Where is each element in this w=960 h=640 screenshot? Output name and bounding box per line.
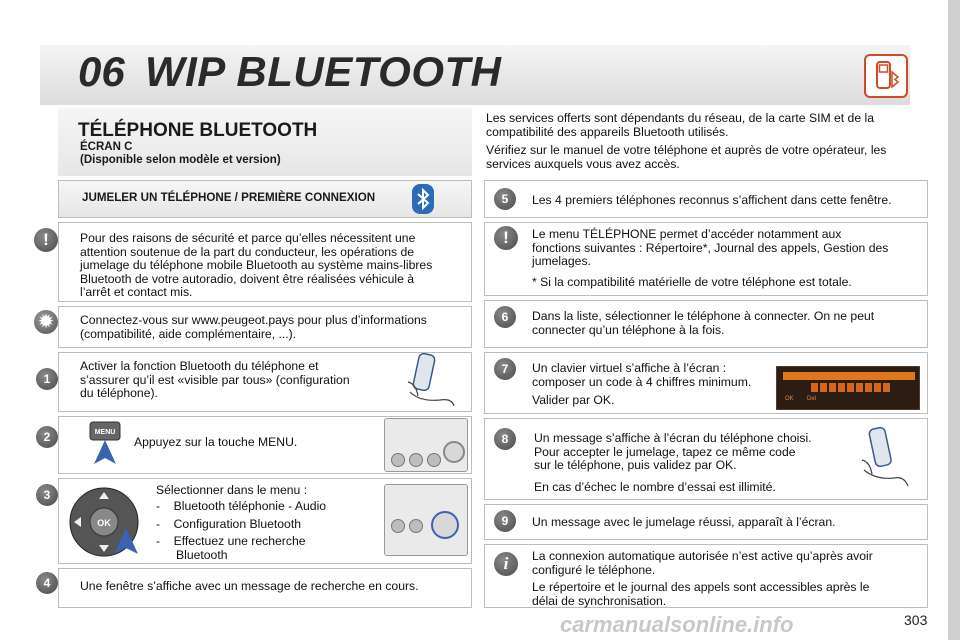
svg-text:MENU: MENU bbox=[94, 429, 116, 436]
menu-item-cont: Bluetooth bbox=[176, 547, 228, 562]
warning-icon: ! bbox=[494, 226, 518, 250]
step-8-text: Un message s’affiche à l’écran du téléphone choisi. Pour accepter le jumelage, tapez ce même code sur le téléphone, puis validez par OK. En cas d’échec le nombre d’essai est illimité. bbox=[534, 431, 812, 494]
step-4-badge: 4 bbox=[36, 572, 58, 594]
tip-text: Connectez-vous sur www.peugeot.pays pour plus d’informations (compatibilité, aide complémentaire, ...). bbox=[80, 313, 427, 341]
section-title: TÉLÉPHONE BLUETOOTH bbox=[78, 120, 318, 141]
sun-tip-icon: ✹ bbox=[34, 310, 58, 334]
radio-knob bbox=[391, 453, 405, 467]
step-9-badge: 9 bbox=[494, 510, 516, 532]
page-edge-strip bbox=[948, 0, 960, 640]
info-text: La connexion automatique autorisée n’est active qu’après avoir configuré le téléphone. Le répertoire et le journal des appels sont accessibles après le délai de synchronisation. bbox=[532, 549, 873, 608]
step-2-badge: 2 bbox=[36, 426, 58, 448]
step-7-badge: 7 bbox=[494, 358, 516, 380]
menu-item: Bluetooth téléphonie - Audio bbox=[173, 499, 327, 513]
menu-key-illustration bbox=[88, 420, 122, 468]
svg-text:OK: OK bbox=[97, 518, 111, 528]
radio-panel-step2 bbox=[384, 418, 468, 472]
chapter-number: 06 bbox=[78, 48, 125, 95]
step-1-text: Activer la fonction Bluetooth du téléphone et s’assurer qu’il est «visible par tous» (configuration du téléphone). bbox=[80, 359, 350, 400]
info-icon: i bbox=[494, 552, 518, 576]
radio-knob bbox=[409, 519, 423, 533]
safety-warning-text: Pour des raisons de sécurité et parce qu’elles nécessitent une attention soutenue de la part du conducteur, les opérations de jumelage du téléphone mobile Bluetooth au système mains-libres Bluetooth de votre autoradio, doivent être réalisées véhicule à l’arrêt et contact mis. bbox=[80, 231, 433, 299]
step-4-text: Une fenêtre s’affiche avec un message de recherche en cours. bbox=[80, 579, 419, 593]
step-3-menu-list: - Bluetooth téléphonie - Audio - Configuration Bluetooth - Effectuez une recherche Bluetooth bbox=[156, 500, 376, 562]
radio-knob bbox=[427, 453, 441, 467]
bluetooth-icon bbox=[412, 184, 434, 214]
code-entry-bar bbox=[783, 372, 915, 380]
section-subtitle: ÉCRAN C (Disponible selon modèle et version) bbox=[80, 141, 281, 166]
digit-keys bbox=[811, 383, 891, 392]
phone-hand-illustration bbox=[402, 352, 458, 410]
step-3-badge: 3 bbox=[36, 484, 58, 506]
step-9-text: Un message avec le jumelage réussi, apparaît à l’écran. bbox=[532, 515, 836, 529]
menu-item: Configuration Bluetooth bbox=[173, 516, 301, 531]
step-6-badge: 6 bbox=[494, 306, 516, 328]
warning-icon: ! bbox=[34, 228, 58, 252]
ok-dial-illustration bbox=[66, 480, 142, 562]
radio-dial bbox=[431, 511, 459, 539]
radio-panel-step3 bbox=[384, 484, 468, 556]
menu-item: Effectuez une recherche bbox=[173, 534, 306, 548]
phone-menu-warning-text: Le menu TÉLÉPHONE permet d’accéder notamment aux fonctions suivantes : Répertoire*, Journal des appels, Gestion des jumelages. * Si la compatibilité matérielle de votre téléphone est totale. bbox=[532, 227, 889, 289]
radio-knob bbox=[391, 519, 405, 533]
page-number: 303 bbox=[904, 612, 928, 628]
step-8-badge: 8 bbox=[494, 428, 516, 450]
page-title: WIP BLUETOOTH bbox=[145, 48, 502, 95]
step-6-text: Dans la liste, sélectionner le téléphone à connecter. On ne peut connecter qu’un téléphone à la fois. bbox=[532, 309, 875, 337]
step-5-text: Les 4 premiers téléphones reconnus s’affichent dans cette fenêtre. bbox=[532, 193, 892, 207]
step-3-intro: Sélectionner dans le menu : bbox=[156, 483, 308, 497]
watermark: carmanualsonline.info bbox=[560, 612, 794, 637]
services-intro: Les services offerts sont dépendants du réseau, de la carte SIM et de la compatibilité des appareils Bluetooth utilisés. Vérifiez sur le manuel de votre téléphone et auprès de votre opérateur, les services auxquels vous avez accès. bbox=[486, 111, 887, 171]
radio-knob bbox=[409, 453, 423, 467]
phone-hand-illustration bbox=[856, 426, 912, 492]
step-1-badge: 1 bbox=[36, 368, 58, 390]
step-7-text: Un clavier virtuel s’affiche à l’écran : composer un code à 4 chiffres minimum. Valider par OK. bbox=[532, 361, 752, 407]
keypad-ok: OK bbox=[785, 396, 794, 402]
step-2-text: Appuyez sur la touche MENU. bbox=[134, 435, 298, 449]
pairing-title: JUMELER UN TÉLÉPHONE / PREMIÈRE CONNEXION bbox=[82, 191, 376, 204]
step-5-badge: 5 bbox=[494, 188, 516, 210]
radio-dial bbox=[443, 441, 465, 463]
bluetooth-phone-icon bbox=[864, 54, 908, 98]
keypad-del: Del bbox=[807, 396, 817, 402]
virtual-keypad-screen bbox=[776, 366, 920, 410]
